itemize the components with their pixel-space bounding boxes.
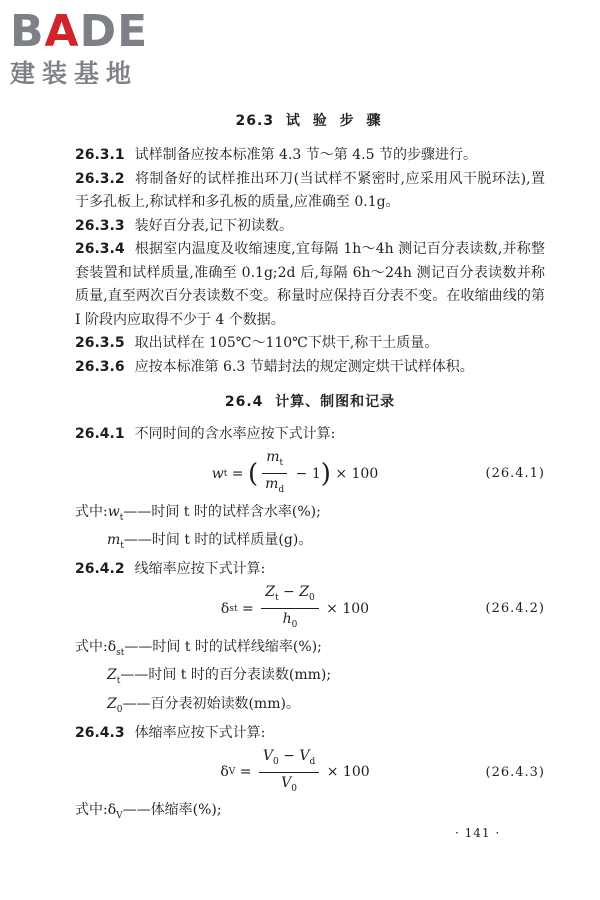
symbol-definitions-26-4-1 — [75, 501, 545, 559]
equation-number: (26.4.1) — [485, 466, 545, 481]
equation-number: (26.4.2) — [485, 601, 545, 617]
page-number: · 141 · — [455, 826, 501, 840]
clause-26-3-6: 26.3.6 应按本标准第 6.3 节蜡封法的规定测定烘干试样体积。 — [75, 358, 474, 375]
section-heading-26-4: 26.4 计算、制图和记录 — [224, 394, 396, 410]
formula-volume-shrinkage: δ V = $\frac{V_0 - V_d}{V_0}$ × 100 — [220, 748, 370, 794]
bade-logo — [10, 8, 180, 90]
section-heading-26-3: 26.3 试 验 步 骤 — [235, 113, 385, 129]
definition-row: 式中$:\delta_V——$体缩率(%); — [75, 802, 222, 822]
clause-26-4-1: 26.4.1 不同时间的含水率应按下式计算: — [75, 426, 336, 442]
equation-26-4-2 — [75, 582, 545, 636]
clause-26-3-4: 26.3.4 根据室内温度及收缩速度,宜每隔 1h～4h 测记百分表读数,并称整套装置和试样质量,准确至 0.1g;2d 后,每隔 6h～24h 测记百分表读数并称质量,直至两次百分表读数不变。称量时应保持百分表不变。在收缩曲线的第 Ⅰ 阶段内应取得不少于 4 个数据。 — [75, 241, 545, 328]
equation-26-4-3 — [75, 745, 545, 799]
symbol-definitions-26-4-3 — [75, 799, 545, 828]
clause-26-3-3: 26.3.3 装好百分表,记下初读数。 — [75, 217, 294, 234]
symbol-definitions-26-4-2 — [75, 636, 545, 722]
equation-number: (26.4.3) — [485, 764, 545, 780]
clause-26-3-1: 26.3.1 试样制备应按本标准第 4.3 节～第 4.5 节的步骤进行。 — [75, 147, 477, 163]
definition-row: $Z_t——$时间 t 时的百分表读数(mm); — [107, 667, 332, 687]
equation-26-4-1 — [75, 447, 545, 501]
clause-26-3-2: 26.3.2 将制备好的试样推出环刀(当试样不紧密时,应采用风干脱环法),置于多孔板上,称试样和多孔板的质量,应准确至 0.1g。 — [75, 170, 545, 210]
definition-row: 式中$:\delta_{st}——$时间 t 时的试样线缩率(%); — [75, 638, 322, 658]
logo-wordmark: BADE — [10, 6, 149, 57]
definition-row: $m_t——$时间 t 时的试样质量(g)。 — [107, 532, 313, 552]
definition-row: 式中$:w_t——$时间 t 时的试样含水率(%); — [75, 503, 321, 523]
formula-linear-shrinkage: δ st = $\frac{Z_t - Z_0}{h_0}$ × 100 — [220, 584, 370, 630]
document-body — [75, 110, 545, 828]
clause-26-4-3: 26.4.3 体缩率应按下式计算: — [75, 724, 266, 741]
logo-subtitle: 建装基地 — [10, 59, 139, 88]
definition-row: $Z_0——$百分表初始读数(mm)。 — [107, 696, 300, 715]
clause-26-3-5: 26.3.5 取出试样在 105℃～110℃下烘干,称干土质量。 — [75, 335, 439, 351]
clause-26-4-2: 26.4.2 线缩率应按下式计算: — [75, 561, 266, 578]
formula-water-content: w t = ( $\frac{m_t}{m_d}$ − 1 ) × 100 — [211, 449, 379, 495]
